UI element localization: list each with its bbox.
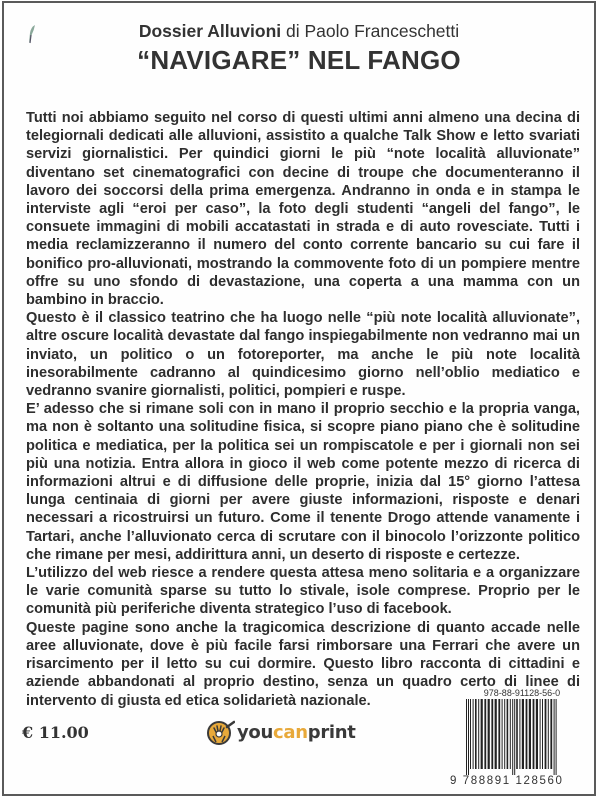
series-author-line — [4, 21, 594, 42]
blurb — [26, 109, 580, 710]
barcode-bar — [526, 699, 528, 769]
barcode-bar — [484, 699, 486, 769]
barcode-bar — [495, 699, 497, 769]
barcode-bar — [542, 699, 543, 769]
barcode-guard — [556, 699, 557, 775]
barcode-bar — [536, 699, 538, 769]
blurb-paragraph: L’utilizzo del web riesce a rendere questa attesa meno solitaria e a organizzare le varie comunità sparse su tutto lo stivale, isole comprese. Proprio per le comunità più periferiche diventa strategico l’uso di facebook. — [26, 565, 580, 618]
barcode-bar — [491, 699, 493, 769]
barcode-bar — [507, 699, 509, 769]
isbn-digits: 9 788891 128560 — [450, 775, 564, 787]
barcode-bar — [516, 699, 518, 769]
blurb-paragraph: Queste pagine sono anche la tragicomica descrizione di quanto accade nelle aree alluvionate, dove è più facile farsi rimborsare una Ferrari che avere un risarcimento per il letto su cui dormire. Questo libro racconta di cittadini e aziende abbandonati al proprio destino, senza un quadro certo di linee di intervento di giusta ed etica solidarietà nazionale. — [26, 619, 580, 709]
barcode-bar — [550, 699, 552, 769]
book-title: “NAVIGARE” NEL FANGO — [137, 45, 461, 75]
barcode-bar — [522, 699, 524, 769]
barcode-bar — [545, 699, 547, 769]
hand-circle-icon — [207, 719, 235, 745]
barcode-bar — [502, 699, 503, 769]
barcode-bar — [540, 699, 541, 769]
barcode-bar — [529, 699, 531, 769]
barcode-bar — [470, 699, 471, 769]
publisher-name-part: print — [307, 721, 356, 743]
barcode-bar — [481, 699, 483, 769]
publisher-name-accent: can — [273, 721, 308, 743]
isbn-hyphenated: 978-88-91128-56-0 — [483, 688, 561, 698]
barcode-bar — [488, 699, 490, 769]
blurb-paragraph: Tutti noi abbiamo seguito nel corso di questi ultimi anni almeno una decina di telegiornali dedicati alle alluvioni, assistito a qualche Talk Show e letto svariati servizi giornalistici. Per quindici giorni le più “note località alluvionate” diventano set cinematografici con decine di troupe che documenteranno il lavoro dei soccorsi della prima emergenza. Andranno in onda e in stampa le interviste agli “eroi per caso”, la foto degli studenti “angeli del fango”, le consuete immagini di mobili accatastati in strada e di auto rovesciate. Tutti i media reclamizzeranno il numero del conto corrente bancario su cui fare il bonifico pro-alluvionati, mostrando la commovente foto di un pompiere mentre offre su uno sfondo di devastazione, una coperta a una mamma con un bambino in braccio. — [26, 110, 580, 309]
blurb-paragraph: Questo è il classico teatrino che ha luogo nelle “più note località alluvionate”, altre oscure località devastate dal fango inspiegabilmente non vedranno mai un inviato, un politico o un fotoreporter, ma anche le più note località inesorabilmente cadranno al quindicesimo giorno nell’oblio mediatico e vedranno svanire giornalisti, politici, pompieri e ruspe. — [26, 310, 580, 400]
barcode-bar — [498, 699, 500, 769]
barcode-bar — [510, 699, 511, 769]
publisher-name-part: you — [237, 721, 274, 743]
price: € 11.00 — [22, 723, 89, 742]
publisher-name — [237, 722, 356, 743]
blurb-paragraph: E’ adesso che si rimane soli con in mano il proprio secchio e la propria vanga, ma non è soltanto una solitudine fisica, si scopre piano piano che è solitudine politica e mediatica, per la politica sei un rompiscatole e per i giornali non sei più una notizia. Entra allora in gioco il web come potente mezzo di ricerca di informazioni altrui e di diffusione delle proprie, inizia dal 15° giorno l’attesa lunga centinaia di giorni per avere giuste informazioni, risposte e denari necessari a ricostruirsi un futuro. Come il tenente Drogo attende vanamente i Tartari, anche l’alluvionato cerca di scrutare con il binocolo l’orizzonte politico che rimane per mesi, addirittura anni, un deserto di risposte e certezze. — [26, 401, 580, 563]
barcode-guard — [468, 699, 469, 775]
barcode-bar — [548, 699, 549, 769]
barcode-bar — [475, 699, 477, 769]
barcode-bar — [473, 699, 474, 769]
barcode — [462, 699, 574, 777]
publisher-logo — [207, 719, 356, 745]
barcode-bar — [504, 699, 505, 769]
barcode-bar — [519, 699, 520, 769]
barcode-guard — [512, 699, 513, 775]
author-name: di Paolo Franceschetti — [281, 21, 460, 41]
book-back-cover — [2, 1, 596, 796]
barcode-bar — [533, 699, 535, 769]
barcode-bar — [478, 699, 479, 769]
barcode-guard — [514, 699, 515, 775]
barcode-guard — [466, 699, 467, 775]
series-name: Dossier Alluvioni — [138, 21, 282, 41]
barcode-guard — [554, 699, 555, 775]
